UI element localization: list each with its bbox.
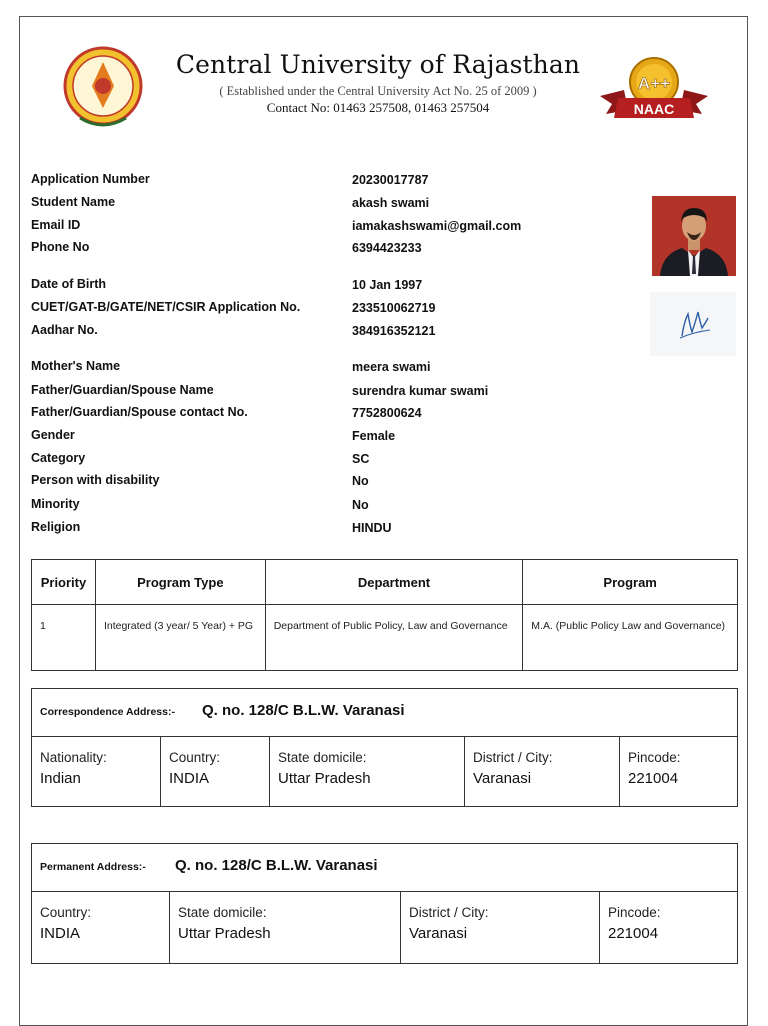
applicant-signature: [650, 292, 736, 356]
label-minority: Minority: [31, 497, 80, 511]
correspondence-pincode: [620, 737, 737, 806]
permanent-address-label: Permanent Address:-: [40, 861, 146, 873]
cell-program: M.A. (Public Policy Law and Governance): [523, 605, 738, 671]
permanent-state: [170, 892, 401, 963]
program-table: [31, 559, 738, 671]
naac-label: NAAC: [633, 101, 675, 117]
perm-country-value: INDIA: [40, 925, 81, 942]
perm-pincode-label: Pincode:: [608, 905, 661, 920]
perm-district-label: District / City:: [409, 905, 489, 920]
perm-pincode-value: 221004: [608, 925, 659, 942]
label-aadhar: Aadhar No.: [31, 323, 98, 337]
pincode-label: Pincode:: [628, 750, 681, 765]
correspondence-address-box: [31, 688, 738, 807]
value-phone: 6394423233: [352, 241, 422, 255]
state-label: State domicile:: [278, 750, 367, 765]
permanent-pincode: [600, 892, 737, 963]
value-dob: 10 Jan 1997: [352, 278, 423, 292]
label-email: Email ID: [31, 218, 81, 232]
value-gender: Female: [352, 429, 396, 443]
cell-department: Department of Public Policy, Law and Governance: [265, 605, 523, 671]
cell-priority: 1: [32, 605, 96, 671]
label-father-name: Father/Guardian/Spouse Name: [31, 383, 214, 397]
state-value: Uttar Pradesh: [278, 770, 371, 787]
header-program-type: Program Type: [95, 560, 265, 605]
value-student-name: akash swami: [352, 196, 430, 210]
value-aadhar: 384916352121: [352, 324, 436, 338]
value-application-number: 20230017787: [352, 173, 429, 187]
district-label: District / City:: [473, 750, 553, 765]
label-father-contact: Father/Guardian/Spouse contact No.: [31, 405, 248, 419]
label-disability: Person with disability: [31, 473, 160, 487]
perm-country-label: Country:: [40, 905, 92, 920]
permanent-district: [401, 892, 600, 963]
value-mother-name: meera swami: [352, 360, 431, 374]
value-email: iamakashswami@gmail.com: [352, 219, 522, 233]
table-header-row: [32, 560, 738, 605]
permanent-address-box: [31, 843, 738, 964]
university-name: Central University of Rajasthan: [175, 50, 581, 79]
value-category: SC: [352, 452, 370, 466]
table-row: [32, 605, 738, 671]
label-cuet-application: CUET/GAT-B/GATE/NET/CSIR Application No.: [31, 300, 301, 314]
value-disability: No: [352, 474, 369, 488]
country-value: INDIA: [169, 770, 210, 787]
nationality-value: Indian: [40, 770, 81, 787]
correspondence-address-label: Correspondence Address:-: [40, 706, 175, 718]
label-student-name: Student Name: [31, 195, 116, 209]
label-religion: Religion: [31, 520, 81, 534]
value-father-name: surendra kumar swami: [352, 384, 489, 398]
label-mother-name: Mother's Name: [31, 359, 121, 373]
label-gender: Gender: [31, 428, 75, 442]
correspondence-district: [465, 737, 620, 806]
contact-numbers: Contact No: 01463 257508, 01463 257504: [266, 100, 490, 115]
naac-grade: A++: [637, 74, 671, 93]
naac-badge: [598, 56, 710, 126]
pincode-value: 221004: [628, 770, 679, 787]
perm-state-value: Uttar Pradesh: [178, 925, 271, 942]
header-program: Program: [523, 560, 738, 605]
permanent-country: [32, 892, 170, 963]
permanent-header: [32, 844, 737, 892]
applicant-photo: [652, 196, 736, 276]
correspondence-header: [32, 689, 737, 737]
nationality-label: Nationality:: [40, 750, 107, 765]
label-dob: Date of Birth: [31, 277, 106, 291]
establishment-note: ( Established under the Central University Act No. 25 of 2009 ): [219, 84, 537, 98]
correspondence-state: [270, 737, 465, 806]
university-logo: [62, 46, 144, 130]
label-application-number: Application Number: [31, 172, 150, 186]
correspondence-nationality: [32, 737, 161, 806]
value-religion: HINDU: [352, 521, 392, 535]
cell-program-type: Integrated (3 year/ 5 Year) + PG: [95, 605, 265, 671]
permanent-address-value: Q. no. 128/C B.L.W. Varanasi: [175, 857, 378, 874]
label-category: Category: [31, 451, 86, 465]
district-value: Varanasi: [473, 770, 532, 787]
header-department: Department: [265, 560, 523, 605]
country-label: Country:: [169, 750, 221, 765]
perm-state-label: State domicile:: [178, 905, 267, 920]
header-priority: Priority: [32, 560, 96, 605]
label-phone: Phone No: [31, 240, 90, 254]
correspondence-address-value: Q. no. 128/C B.L.W. Varanasi: [202, 702, 405, 719]
perm-district-value: Varanasi: [409, 925, 468, 942]
value-father-contact: 7752800624: [352, 406, 422, 420]
correspondence-country: [161, 737, 270, 806]
value-cuet-application: 233510062719: [352, 301, 436, 315]
value-minority: No: [352, 498, 369, 512]
